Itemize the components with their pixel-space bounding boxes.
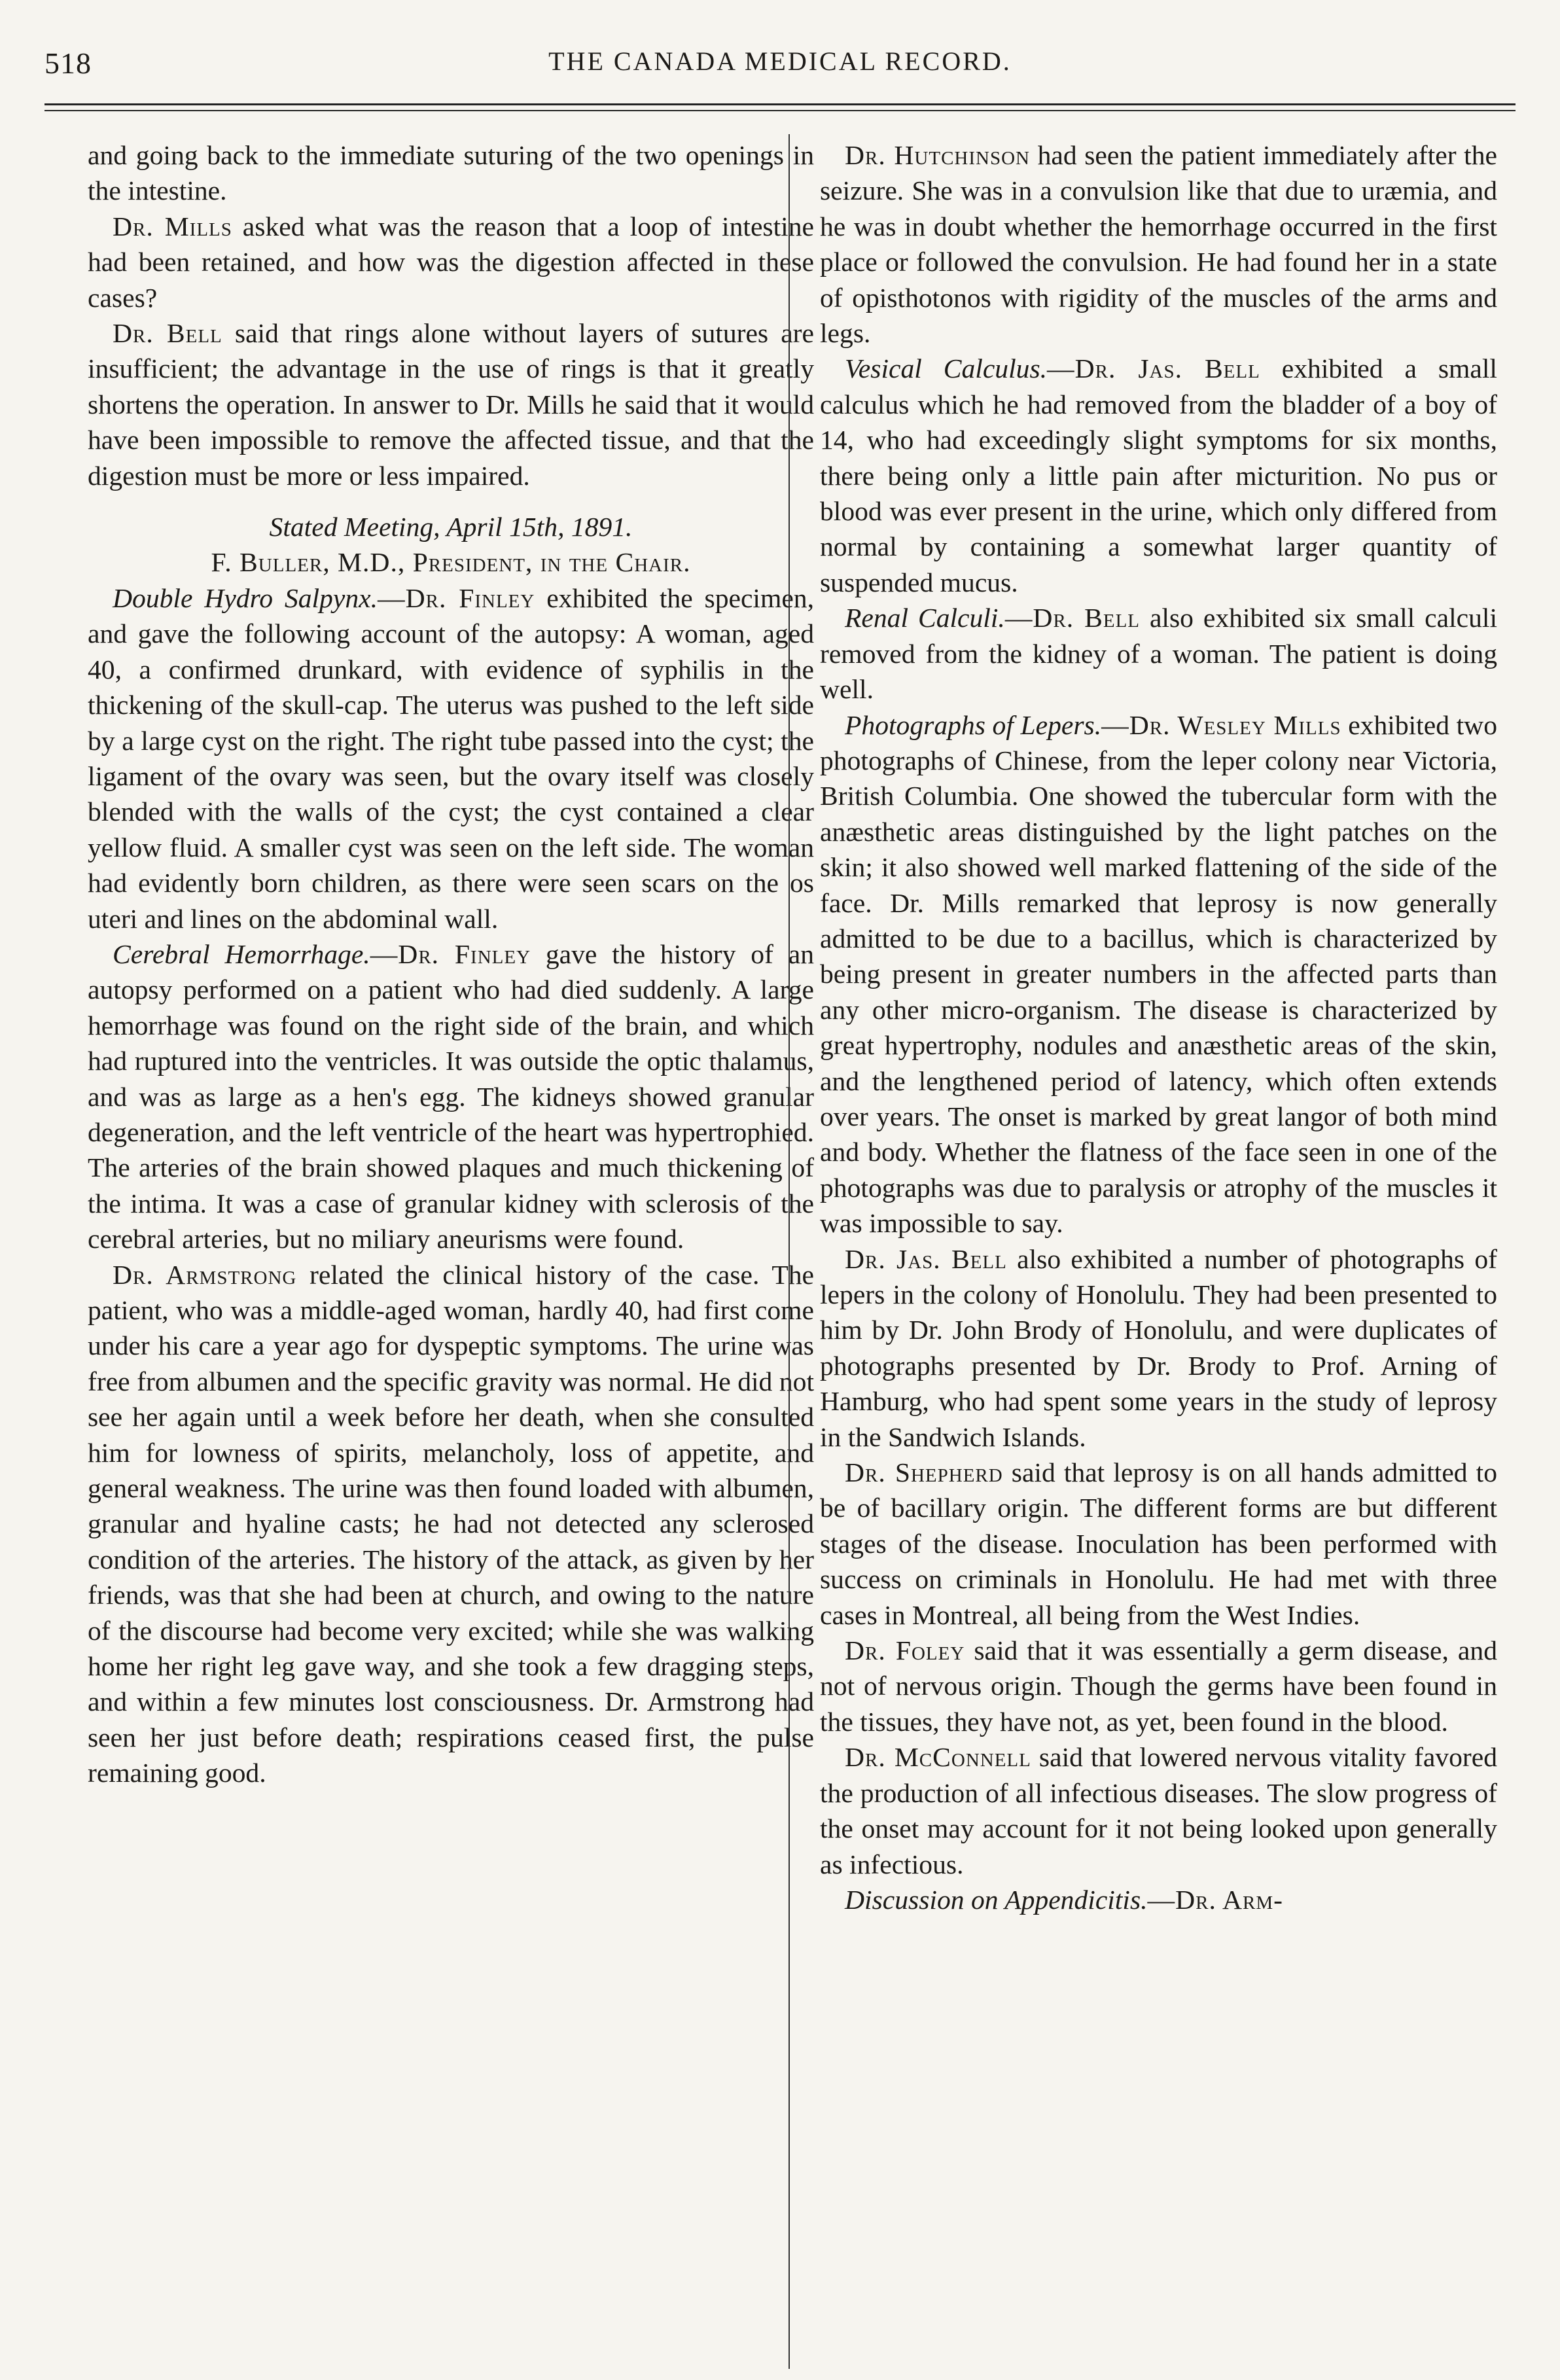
speaker-name: —Dr. Wesley Mills: [1101, 709, 1341, 740]
paragraph: Double Hydro Salpynx.—Dr. Finley exhibited the specimen, and gave the following account of the autopsy: A woman, aged 40, a confirmed drunkard, with evidence of syphilis in the thickening of the skull-cap. The uterus was pushed to the left side by a large cyst on the right. The right tube passed into the cyst; the ligament of the ovary was seen, but the ovary itself was closely blended with the walls of the cyst; the cyst contained a clear yellow fluid. A smaller cyst was seen on the left side. The woman had evidently born children, as there were seen scars on the os uteri and lines on the abdominal wall.: [88, 582, 814, 934]
speaker-name: Dr. Foley: [845, 1635, 965, 1666]
speaker-name: Dr. Armstrong: [113, 1259, 297, 1290]
speaker-name: Dr. Bell: [113, 318, 222, 349]
section-heading: Renal Calculi.: [845, 603, 1005, 633]
header-rule: [44, 103, 1516, 105]
paragraph: Dr. Foley said that it was essentially a germ disease, and not of nervous origin. Though the germs have been found in the tissues, they have not, as yet, been found in the blood.: [820, 1635, 1497, 1737]
section-heading: Discussion on Appendicitis.: [845, 1884, 1148, 1915]
speaker-name: —Dr. Bell: [1004, 603, 1141, 633]
running-title: THE CANADA MEDICAL RECORD.: [548, 46, 1012, 76]
paragraph: [820, 1882, 1497, 1917]
paragraph: and going back to the immediate suturing of the two openings in the intestine.: [88, 140, 814, 206]
section-heading: Double Hydro Salpynx.: [113, 582, 378, 613]
paragraph: Dr. Mills asked what was the reason that a loop of intestine had been retained, and how was the digestion affected in these cases?: [88, 211, 814, 313]
section-heading: Cerebral Hemorrhage.: [113, 938, 370, 969]
speaker-name: —Dr. Finley: [377, 582, 535, 613]
page-number: 518: [44, 46, 92, 80]
speaker-name: Dr. McConnell: [845, 1742, 1031, 1773]
paragraph: Dr. Armstrong related the clinical history of the case. The patient, who was a middle-aged woman, hardly 40, had first come under his care a year ago for dyspeptic symptoms. The urine was free from albumen and the specific gravity was normal. He did not see her again until a week before her death, when she consulted him for lowness of spirits, melancholy, loss of appetite, and general weakness. The urine was then found loaded with albumen, granular and hyaline casts; he had not detected any sclerosed condition of the arteries. The history of the attack, as given by her friends, was that she had been at church, and owing to the nature of the discourse had become very excited; while she was walking home her right leg gave way, and she took a few dragging steps, and within a few minutes lost consciousness. Dr. Armstrong had seen her just before death; respirations ceased first, the pulse remaining good.: [88, 1259, 815, 1788]
speaker-name: —Dr. Finley: [370, 938, 531, 969]
president-line: F. Buller, M.D., President, in the Chair.: [211, 547, 691, 578]
section-heading: Vesical Calculus.: [845, 353, 1048, 384]
right-column: [820, 137, 1497, 1917]
section-heading: Photographs of Lepers.: [845, 709, 1102, 740]
column-divider: [789, 134, 790, 2369]
paragraph: Dr. Bell said that rings alone without layers of sutures are insufficient; the advantage in the use of rings is that it greatly shortens the operation. In answer to Dr. Mills he said that it would have been impossible to remove the affected tissue, and that the digestion must be more or less impaired.: [88, 318, 814, 491]
speaker-name: —Dr. Jas. Bell: [1047, 353, 1260, 384]
speaker-name: Dr. Mills: [113, 211, 232, 241]
paragraph: Cerebral Hemorrhage.—Dr. Finley gave the history of an autopsy performed on a patient who had died suddenly. A large hemorrhage was found on the right side of the brain, and which had ruptured into the ventricles. It was outside the optic thalamus, and was as large as a hen's egg. The kidneys showed granular degeneration, and the left ventricle of the heart was hypertrophied. The arteries of the brain showed plaques and much thickening of the intima. It was a case of granular kidney with sclerosis of the cerebral arteries, but no miliary aneurisms were found.: [88, 938, 814, 1254]
page-header: [44, 46, 1516, 92]
left-column: [88, 137, 814, 1791]
paragraph: Dr. Shepherd said that leprosy is on all hands admitted to be of bacillary origin. The different forms are but different stages of the disease. Inoculation has been performed with success on criminals in Honolulu. He had met with three cases in Montreal, all being from the West Indies.: [820, 1457, 1497, 1630]
speaker-name: Dr. Hutchinson: [845, 140, 1030, 170]
paragraph: Dr. Hutchinson had seen the patient immediately after the seizure. She was in a convulsion like that due to uræmia, and he was in doubt whether the hemorrhage occurred in the first place or followed the convulsion. He had found her in a state of opisthotonos with rigidity of the muscles of the arms and legs.: [820, 140, 1497, 349]
meeting-heading: Stated Meeting, April 15th, 1891.: [269, 512, 633, 542]
paragraph: Vesical Calculus.—Dr. Jas. Bell exhibited a small calculus which he had removed from the bladder of a boy of 14, who had exceedingly slight symptoms for six months, there being only a little pain after micturition. No pus or blood was ever present in the urine, which only differed from normal by containing a somewhat larger quantity of suspended mucus.: [820, 353, 1497, 597]
speaker-name: Dr. Shepherd: [845, 1457, 1003, 1488]
speaker-name: Dr. Jas. Bell: [845, 1243, 1007, 1274]
paragraph: Renal Calculi.—Dr. Bell also exhibited six small calculi removed from the kidney of a woman. The patient is doing well.: [820, 603, 1497, 705]
paragraph: Dr. Jas. Bell also exhibited a number of photographs of lepers in the colony of Honolulu. They had been presented to him by Dr. John Brody of Honolulu, and were duplicates of photographs presented by Dr. Brody to Prof. Arning of Hamburg, who had spent some years in the study of leprosy in the Sandwich Islands.: [820, 1243, 1498, 1452]
header-rule-secondary: [44, 110, 1516, 111]
paragraph: Dr. McConnell said that lowered nervous vitality favored the production of all infectious diseases. The slow progress of the onset may account for it not being looked upon generally as infectious.: [820, 1742, 1498, 1879]
paragraph: Photographs of Lepers.—Dr. Wesley Mills exhibited two photographs of Chinese, from the leper colony near Victoria, British Columbia. One showed the tubercular form with the anæsthetic areas distinguished by the light patches on the skin; it also showed well marked flattening of the side of the face. Dr. Mills remarked that leprosy is now generally admitted to be due to a bacillus, which is characterized by being present in greater numbers in the affected parts than any other micro-organism. The disease is characterized by great hypertrophy, nodules and anæsthetic areas of the skin, and the lengthened period of latency, which often extends over years. The onset is marked by great langor of both mind and body. Whether the flatness of the face seen in one of the photographs was due to paralysis or atrophy of the muscles it was impossible to say.: [820, 709, 1497, 1239]
speaker-name: —Dr. Arm-: [1147, 1884, 1284, 1915]
